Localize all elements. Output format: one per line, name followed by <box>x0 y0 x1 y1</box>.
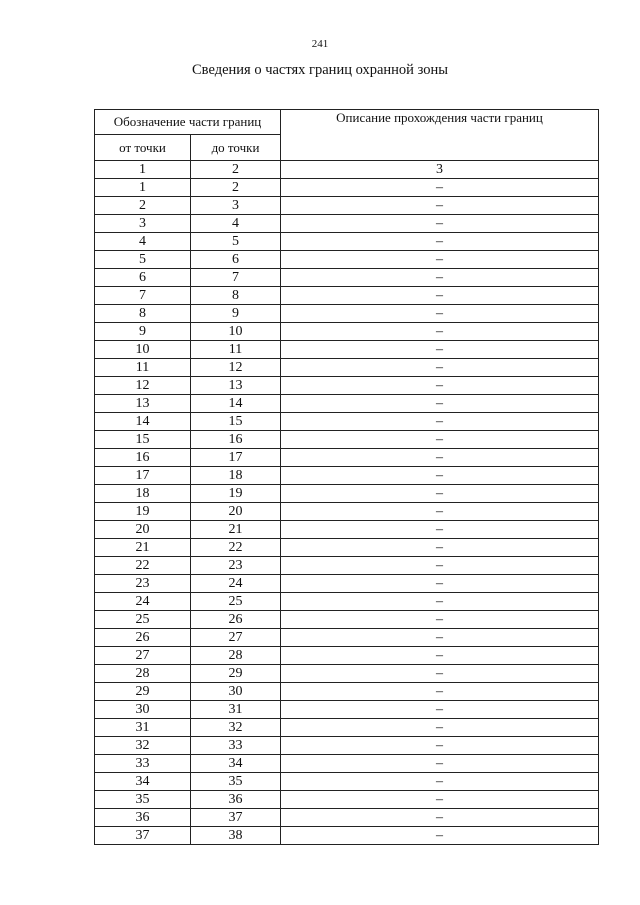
table-row <box>95 413 599 431</box>
from-point-cell: 26 <box>95 629 191 647</box>
table-row <box>95 701 599 719</box>
from-point-cell: 13 <box>95 395 191 413</box>
to-point-cell: 31 <box>191 701 281 719</box>
table-row <box>95 737 599 755</box>
to-point-cell: 9 <box>191 305 281 323</box>
table-row <box>95 233 599 251</box>
from-point-cell: 24 <box>95 593 191 611</box>
to-point-header: до точки <box>191 135 281 161</box>
to-point-cell: 18 <box>191 467 281 485</box>
to-point-cell: 13 <box>191 377 281 395</box>
from-point-cell: 1 <box>95 161 191 179</box>
table-header <box>95 110 599 161</box>
from-point-cell: 2 <box>95 197 191 215</box>
description-cell: – <box>281 377 599 395</box>
boundary-parts-table <box>94 109 599 845</box>
to-point-cell: 37 <box>191 809 281 827</box>
description-cell: – <box>281 773 599 791</box>
from-point-cell: 16 <box>95 449 191 467</box>
to-point-cell: 22 <box>191 539 281 557</box>
description-cell: – <box>281 629 599 647</box>
description-cell: – <box>281 593 599 611</box>
description-cell: – <box>281 503 599 521</box>
description-cell: – <box>281 197 599 215</box>
from-point-cell: 1 <box>95 179 191 197</box>
description-cell: – <box>281 701 599 719</box>
to-point-cell: 15 <box>191 413 281 431</box>
table-body <box>95 161 599 845</box>
table-row <box>95 647 599 665</box>
from-point-cell: 4 <box>95 233 191 251</box>
description-cell: – <box>281 305 599 323</box>
to-point-cell: 20 <box>191 503 281 521</box>
to-point-cell: 32 <box>191 719 281 737</box>
to-point-cell: 12 <box>191 359 281 377</box>
description-cell: – <box>281 611 599 629</box>
to-point-cell: 5 <box>191 233 281 251</box>
from-point-cell: 25 <box>95 611 191 629</box>
to-point-cell: 21 <box>191 521 281 539</box>
from-point-cell: 27 <box>95 647 191 665</box>
table-row <box>95 287 599 305</box>
to-point-cell: 10 <box>191 323 281 341</box>
description-cell: – <box>281 359 599 377</box>
table-row <box>95 467 599 485</box>
description-cell: 3 <box>281 161 599 179</box>
from-point-cell: 7 <box>95 287 191 305</box>
description-cell: – <box>281 215 599 233</box>
from-point-cell: 17 <box>95 467 191 485</box>
page-number: 241 <box>311 38 329 50</box>
description-cell: – <box>281 719 599 737</box>
from-point-cell: 23 <box>95 575 191 593</box>
table-row <box>95 539 599 557</box>
to-point-cell: 16 <box>191 431 281 449</box>
description-cell: – <box>281 683 599 701</box>
to-point-cell: 24 <box>191 575 281 593</box>
to-point-cell: 8 <box>191 287 281 305</box>
to-point-cell: 23 <box>191 557 281 575</box>
table-row <box>95 197 599 215</box>
to-point-cell: 38 <box>191 827 281 845</box>
table-row <box>95 305 599 323</box>
to-point-cell: 30 <box>191 683 281 701</box>
from-point-cell: 9 <box>95 323 191 341</box>
from-point-cell: 31 <box>95 719 191 737</box>
to-point-cell: 25 <box>191 593 281 611</box>
table-row <box>95 395 599 413</box>
table-row <box>95 611 599 629</box>
from-point-cell: 21 <box>95 539 191 557</box>
to-point-cell: 6 <box>191 251 281 269</box>
to-point-cell: 7 <box>191 269 281 287</box>
to-point-cell: 19 <box>191 485 281 503</box>
table-row <box>95 215 599 233</box>
table-row <box>95 161 599 179</box>
description-cell: – <box>281 467 599 485</box>
table-row <box>95 449 599 467</box>
from-point-cell: 35 <box>95 791 191 809</box>
from-point-cell: 6 <box>95 269 191 287</box>
table-row <box>95 341 599 359</box>
description-cell: – <box>281 395 599 413</box>
to-point-cell: 17 <box>191 449 281 467</box>
to-point-cell: 29 <box>191 665 281 683</box>
boundary-description-header: Описание прохождения части границ <box>281 110 599 161</box>
table-row <box>95 683 599 701</box>
description-cell: – <box>281 323 599 341</box>
description-cell: – <box>281 575 599 593</box>
table-row <box>95 791 599 809</box>
description-cell: – <box>281 341 599 359</box>
from-point-cell: 18 <box>95 485 191 503</box>
description-cell: – <box>281 665 599 683</box>
from-point-header: от точки <box>95 135 191 161</box>
to-point-cell: 3 <box>191 197 281 215</box>
from-point-cell: 36 <box>95 809 191 827</box>
from-point-cell: 11 <box>95 359 191 377</box>
to-point-cell: 11 <box>191 341 281 359</box>
table-row <box>95 557 599 575</box>
from-point-cell: 28 <box>95 665 191 683</box>
table-row <box>95 575 599 593</box>
document-title: Сведения о частях границ охранной зоны <box>192 62 448 78</box>
table-row <box>95 503 599 521</box>
to-point-cell: 2 <box>191 179 281 197</box>
table-row <box>95 665 599 683</box>
table-row <box>95 251 599 269</box>
table-row <box>95 593 599 611</box>
description-cell: – <box>281 557 599 575</box>
description-cell: – <box>281 269 599 287</box>
description-cell: – <box>281 233 599 251</box>
from-point-cell: 10 <box>95 341 191 359</box>
from-point-cell: 34 <box>95 773 191 791</box>
description-cell: – <box>281 539 599 557</box>
description-cell: – <box>281 287 599 305</box>
to-point-cell: 28 <box>191 647 281 665</box>
from-point-cell: 3 <box>95 215 191 233</box>
from-point-cell: 12 <box>95 377 191 395</box>
from-point-cell: 15 <box>95 431 191 449</box>
table-row <box>95 719 599 737</box>
description-cell: – <box>281 647 599 665</box>
to-point-cell: 27 <box>191 629 281 647</box>
table-row <box>95 809 599 827</box>
table-row <box>95 827 599 845</box>
description-cell: – <box>281 755 599 773</box>
from-point-cell: 30 <box>95 701 191 719</box>
from-point-cell: 14 <box>95 413 191 431</box>
description-cell: – <box>281 809 599 827</box>
table-row <box>95 359 599 377</box>
from-point-cell: 33 <box>95 755 191 773</box>
table-row <box>95 755 599 773</box>
table-row <box>95 773 599 791</box>
boundary-designation-header: Обозначение части границ <box>95 110 281 135</box>
description-cell: – <box>281 449 599 467</box>
table-row <box>95 323 599 341</box>
table-row <box>95 431 599 449</box>
description-cell: – <box>281 251 599 269</box>
from-point-cell: 37 <box>95 827 191 845</box>
to-point-cell: 2 <box>191 161 281 179</box>
description-cell: – <box>281 737 599 755</box>
from-point-cell: 8 <box>95 305 191 323</box>
from-point-cell: 19 <box>95 503 191 521</box>
description-cell: – <box>281 413 599 431</box>
to-point-cell: 34 <box>191 755 281 773</box>
table-row <box>95 521 599 539</box>
from-point-cell: 32 <box>95 737 191 755</box>
from-point-cell: 29 <box>95 683 191 701</box>
to-point-cell: 36 <box>191 791 281 809</box>
from-point-cell: 5 <box>95 251 191 269</box>
table-row <box>95 179 599 197</box>
to-point-cell: 4 <box>191 215 281 233</box>
description-cell: – <box>281 827 599 845</box>
table-row <box>95 377 599 395</box>
to-point-cell: 33 <box>191 737 281 755</box>
from-point-cell: 22 <box>95 557 191 575</box>
description-cell: – <box>281 791 599 809</box>
to-point-cell: 35 <box>191 773 281 791</box>
table-row <box>95 485 599 503</box>
description-cell: – <box>281 521 599 539</box>
description-cell: – <box>281 431 599 449</box>
description-cell: – <box>281 179 599 197</box>
to-point-cell: 26 <box>191 611 281 629</box>
to-point-cell: 14 <box>191 395 281 413</box>
from-point-cell: 20 <box>95 521 191 539</box>
table-row <box>95 629 599 647</box>
description-cell: – <box>281 485 599 503</box>
table-row <box>95 269 599 287</box>
